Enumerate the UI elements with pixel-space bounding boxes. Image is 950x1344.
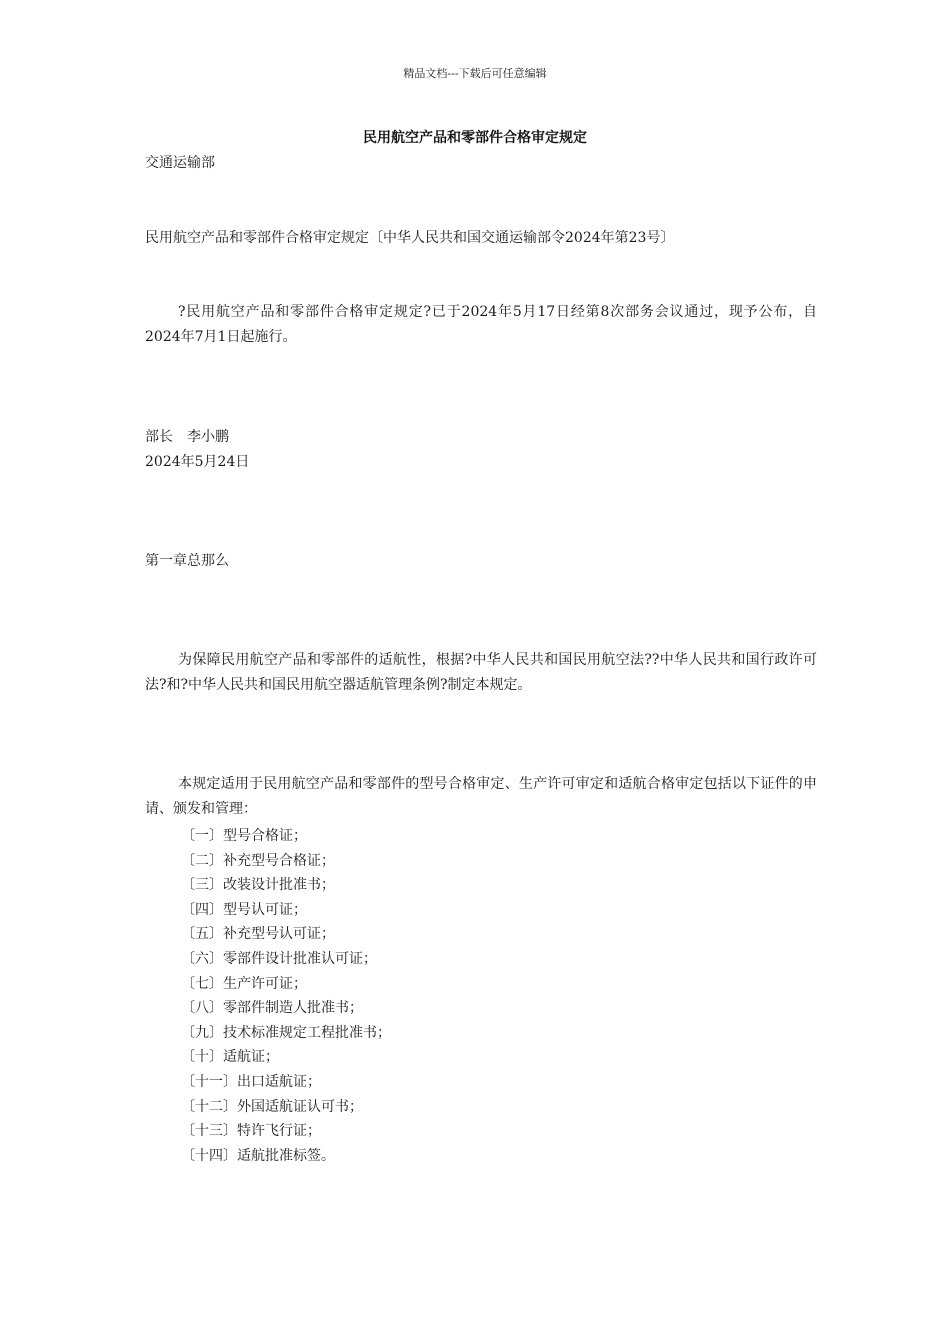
- list-item: 〔十一〕出口适航证；: [181, 1073, 321, 1090]
- header-note: 精品文档---下载后可任意编辑: [403, 67, 547, 80]
- list-item: 〔九〕技术标准规定工程批准书；: [181, 1024, 391, 1041]
- list-item: 〔八〕零部件制造人批准书；: [181, 1000, 363, 1017]
- chapter-heading: 第一章总那么: [145, 553, 229, 569]
- list-item: 〔七〕生产许可证；: [181, 975, 307, 992]
- certificate-list: [181, 824, 391, 1168]
- list-item: 〔十〕适航证；: [181, 1049, 279, 1066]
- article-2-paragraph: 本规定适用于民用航空产品和零部件的型号合格审定、生产许可审定和适航合格审定包括以下证件的申请、颁发和管理：: [145, 776, 817, 817]
- list-item: 〔四〕型号认可证；: [181, 901, 307, 918]
- list-item: 〔一〕型号合格证；: [181, 828, 307, 844]
- list-item: 〔十二〕外国适航证认可书；: [181, 1098, 363, 1115]
- list-item: 〔二〕补充型号合格证；: [181, 852, 335, 869]
- promulgation-paragraph: ?民用航空产品和零部件合格审定规定?已于2024年5月17日经第8次部务会议通过，现予公布，自2024年7月1日起施行。: [145, 304, 817, 345]
- issuer: 交通运输部: [145, 155, 215, 171]
- list-item: 〔十三〕特许飞行证；: [181, 1123, 321, 1140]
- document-title: 民用航空产品和零部件合格审定规定: [363, 130, 587, 146]
- list-item: 〔五〕补充型号认可证；: [181, 926, 335, 943]
- order-line: 民用航空产品和零部件合格审定规定〔中华人民共和国交通运输部令2024年第23号〕: [145, 230, 675, 246]
- list-item: 〔六〕零部件设计批准认可证；: [181, 950, 377, 967]
- list-item: 〔三〕改装设计批准书；: [181, 877, 335, 894]
- list-item: 〔十四〕适航批准标签。: [181, 1147, 335, 1164]
- issue-date: 2024年5月24日: [145, 454, 250, 470]
- minister-signature: 部长 李小鹏: [145, 429, 229, 445]
- article-1-paragraph: 为保障民用航空产品和零部件的适航性，根据?中华人民共和国民用航空法??中华人民共和国行政许可法?和?中华人民共和国民用航空器适航管理条例?制定本规定。: [145, 652, 817, 693]
